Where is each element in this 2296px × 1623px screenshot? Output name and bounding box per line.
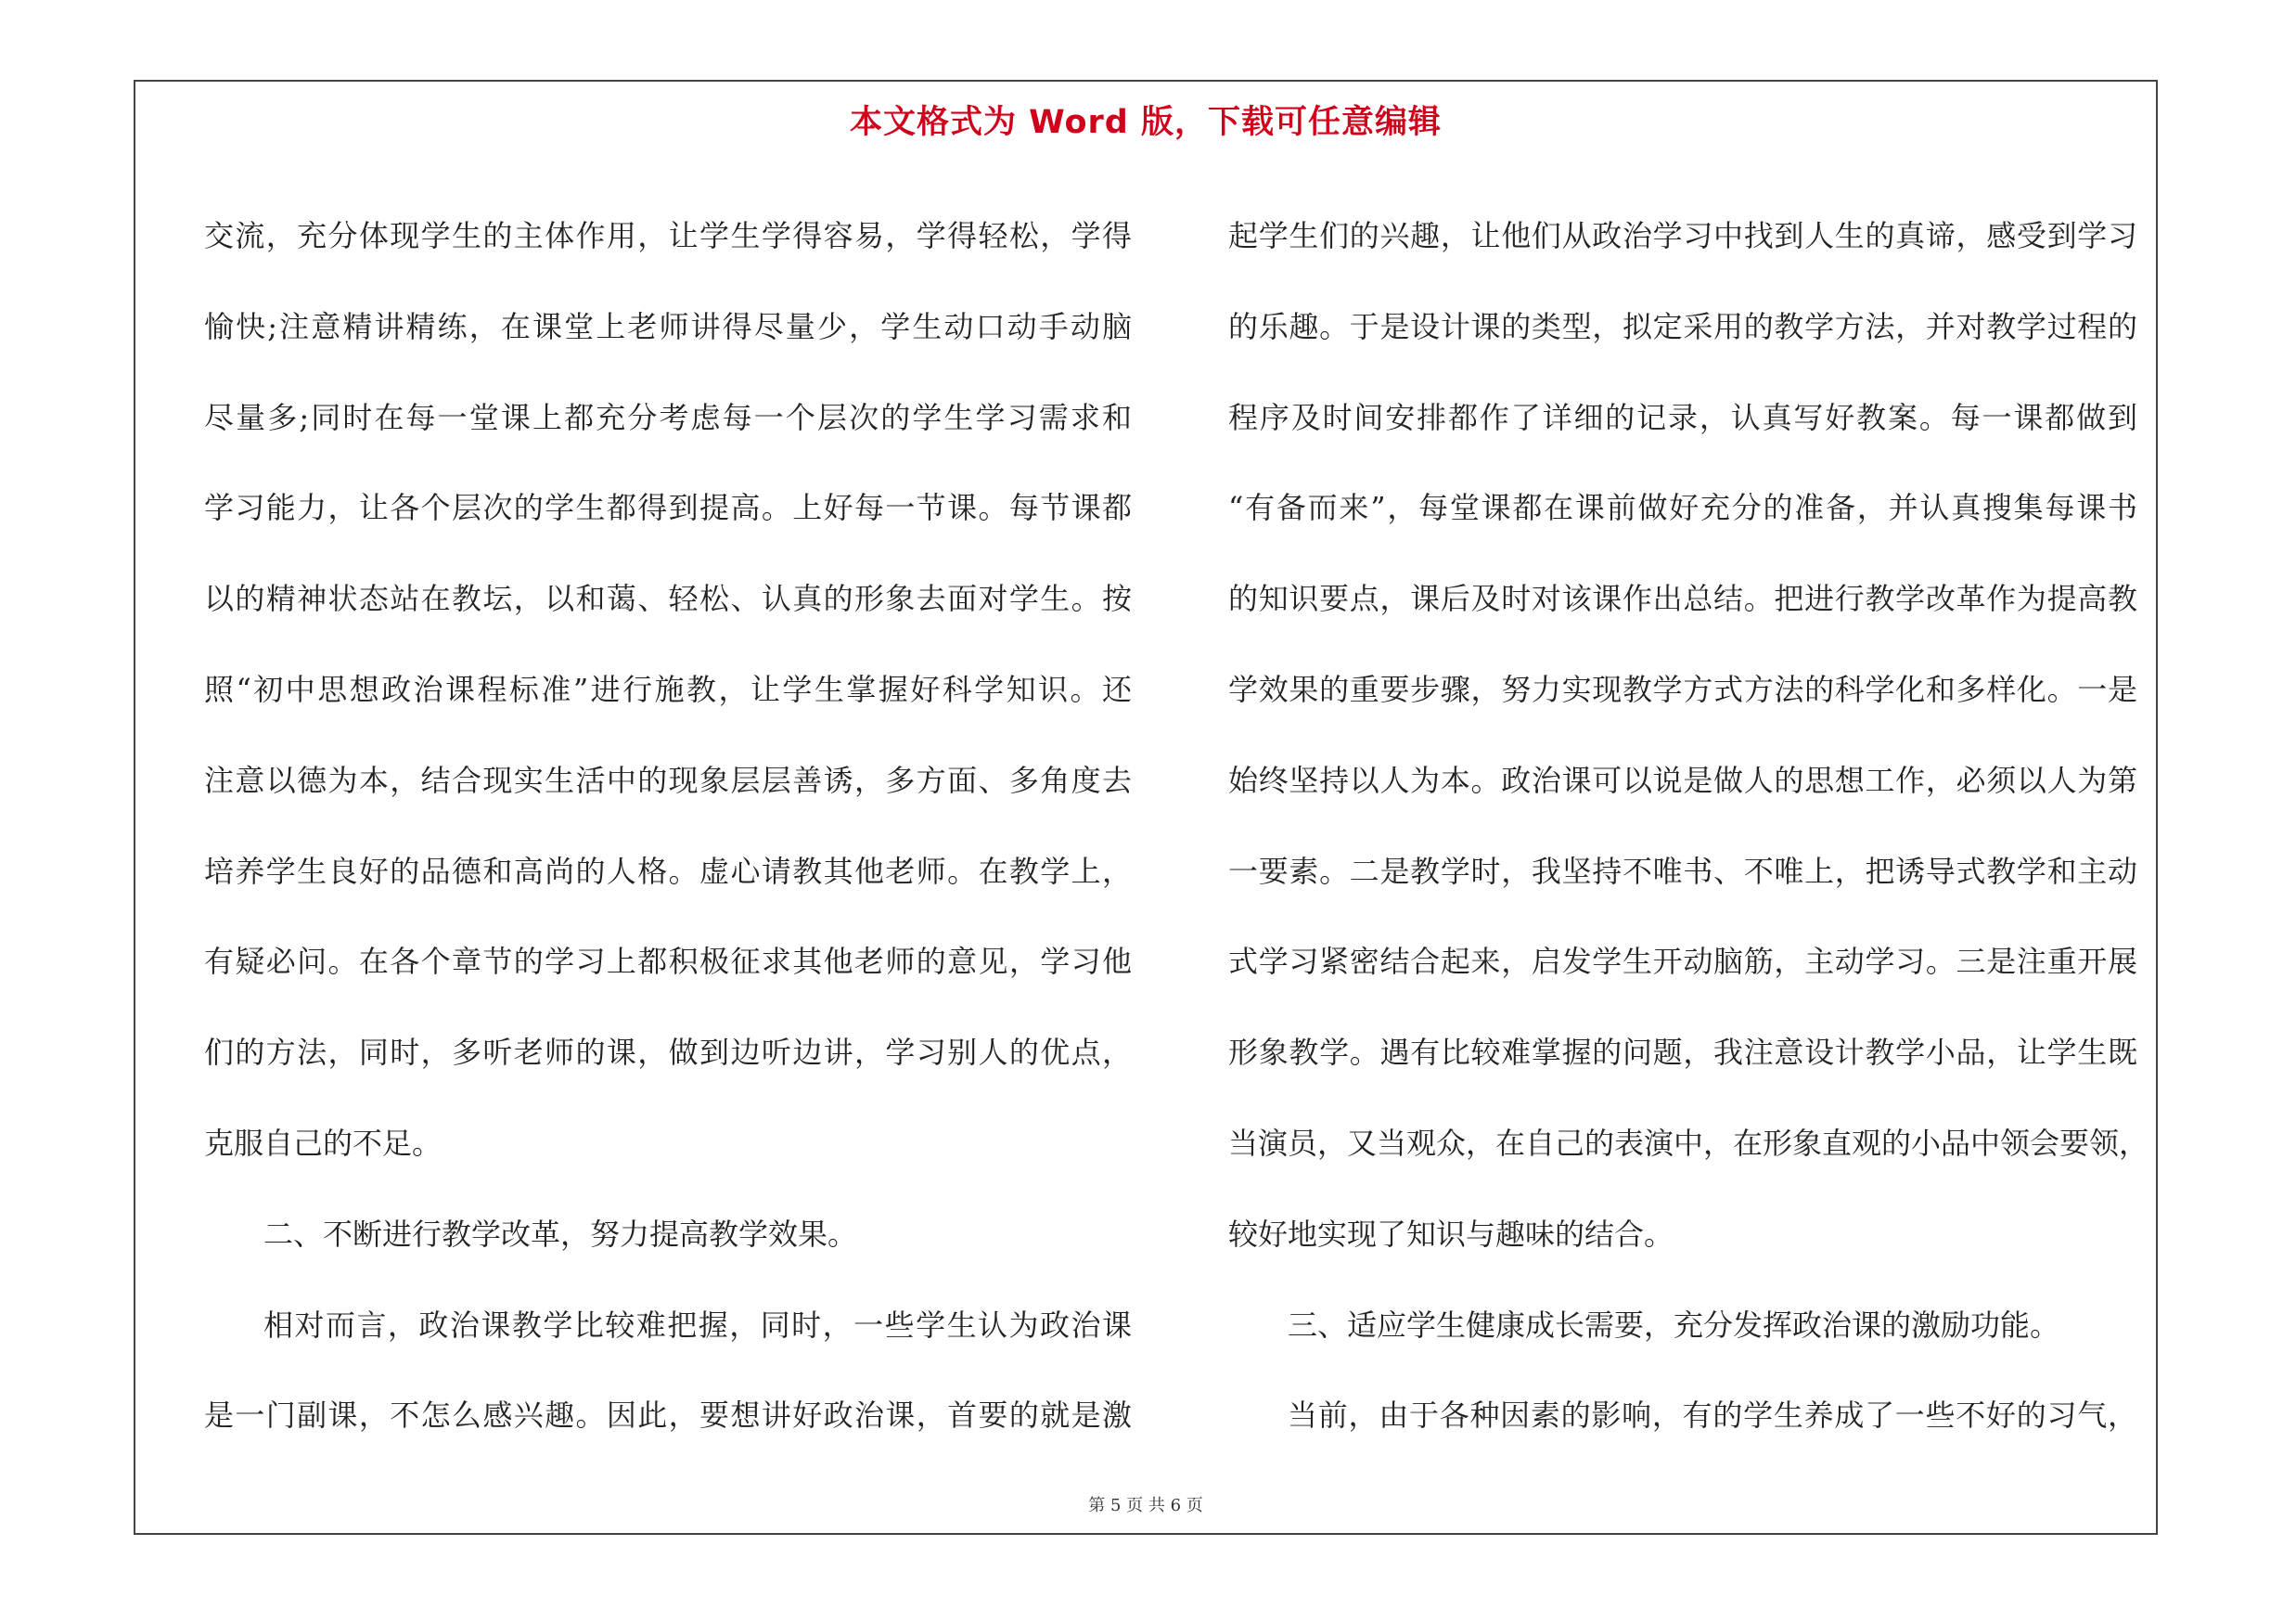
text-line: 的知识要点，课后及时对该课作出总结。把进行教学改革作为提高教 [1228,581,2137,617]
text-line: 注意以德为本，结合现实生活中的现象层层善诱，多方面、多角度去 [204,762,1132,798]
format-banner: 本文格式为 Word 版，下载可任意编辑 [849,104,1443,141]
text-line: 一要素。二是教学时，我坚持不唯书、不唯上，把诱导式教学和主动 [1228,853,2137,889]
text-line: 程序及时间安排都作了详细的记录，认真写好教案。每一课都做到 [1228,399,2137,435]
text-line: 学效果的重要步骤，努力实现教学方式方法的科学化和多样化。一是 [1228,671,2137,707]
text-line: 学习能力，让各个层次的学生都得到提高。上好每一节课。每节课都 [204,490,1132,526]
text-line: 起学生们的兴趣，让他们从政治学习中找到人生的真谛，感受到学习 [1228,218,2137,253]
text-line: 较好地实现了知识与趣味的结合。 [1228,1216,1674,1252]
text-line: 尽量多;同时在每一堂课上都充分考虑每一个层次的学生学习需求和 [204,399,1132,435]
text-line: 当前，由于各种因素的影响，有的学生养成了一些不好的习气， [1288,1398,2137,1434]
text-line: 当演员，又当观众，在自己的表演中，在形象直观的小品中领会要领， [1228,1125,2149,1161]
right-column [1228,191,2149,1462]
page-number: 第 5 页 共 6 页 [1088,1496,1203,1515]
text-line: 培养学生良好的品德和高尚的人格。虚心请教其他老师。在教学上， [204,853,1132,889]
text-line: 的乐趣。于是设计课的类型，拟定采用的教学方法，并对教学过程的 [1228,308,2137,344]
text-line: 相对而言，政治课教学比较难把握，同时，一些学生认为政治课 [263,1307,1132,1343]
section-heading: 三、适应学生健康成长需要，充分发挥政治课的激励功能。 [1288,1307,2060,1343]
text-line: 式学习紧密结合起来，启发学生开动脑筋，主动学习。三是注重开展 [1228,944,2137,980]
text-line: “有备而来”，每堂课都在课前做好充分的准备，并认真搜集每课书 [1228,490,2137,526]
section-heading: 二、不断进行教学改革，努力提高教学效果。 [263,1216,858,1252]
text-line: 有疑必问。在各个章节的学习上都积极征求其他老师的意见，学习他 [204,944,1132,980]
text-line: 以的精神状态站在教坛，以和蔼、轻松、认真的形象去面对学生。按 [204,581,1132,617]
text-line: 形象教学。遇有比较难掌握的问题，我注意设计教学小品，让学生既 [1228,1035,2137,1071]
text-line: 克服自己的不足。 [204,1125,443,1161]
left-column [204,191,1132,1462]
text-line: 是一门副课，不怎么感兴趣。因此，要想讲好政治课，首要的就是激 [204,1398,1132,1434]
text-line: 照“初中思想政治课程标准”进行施教，让学生掌握好科学知识。还 [204,671,1132,707]
page-frame [134,80,2158,1535]
text-line: 交流，充分体现学生的主体作用，让学生学得容易，学得轻松，学得 [204,218,1132,253]
text-line: 始终坚持以人为本。政治课可以说是做人的思想工作，必须以人为第 [1228,762,2137,798]
text-line: 们的方法，同时，多听老师的课，做到边听边讲，学习别人的优点， [204,1035,1132,1071]
text-line: 愉快;注意精讲精练，在课堂上老师讲得尽量少，学生动口动手动脑 [204,308,1132,344]
